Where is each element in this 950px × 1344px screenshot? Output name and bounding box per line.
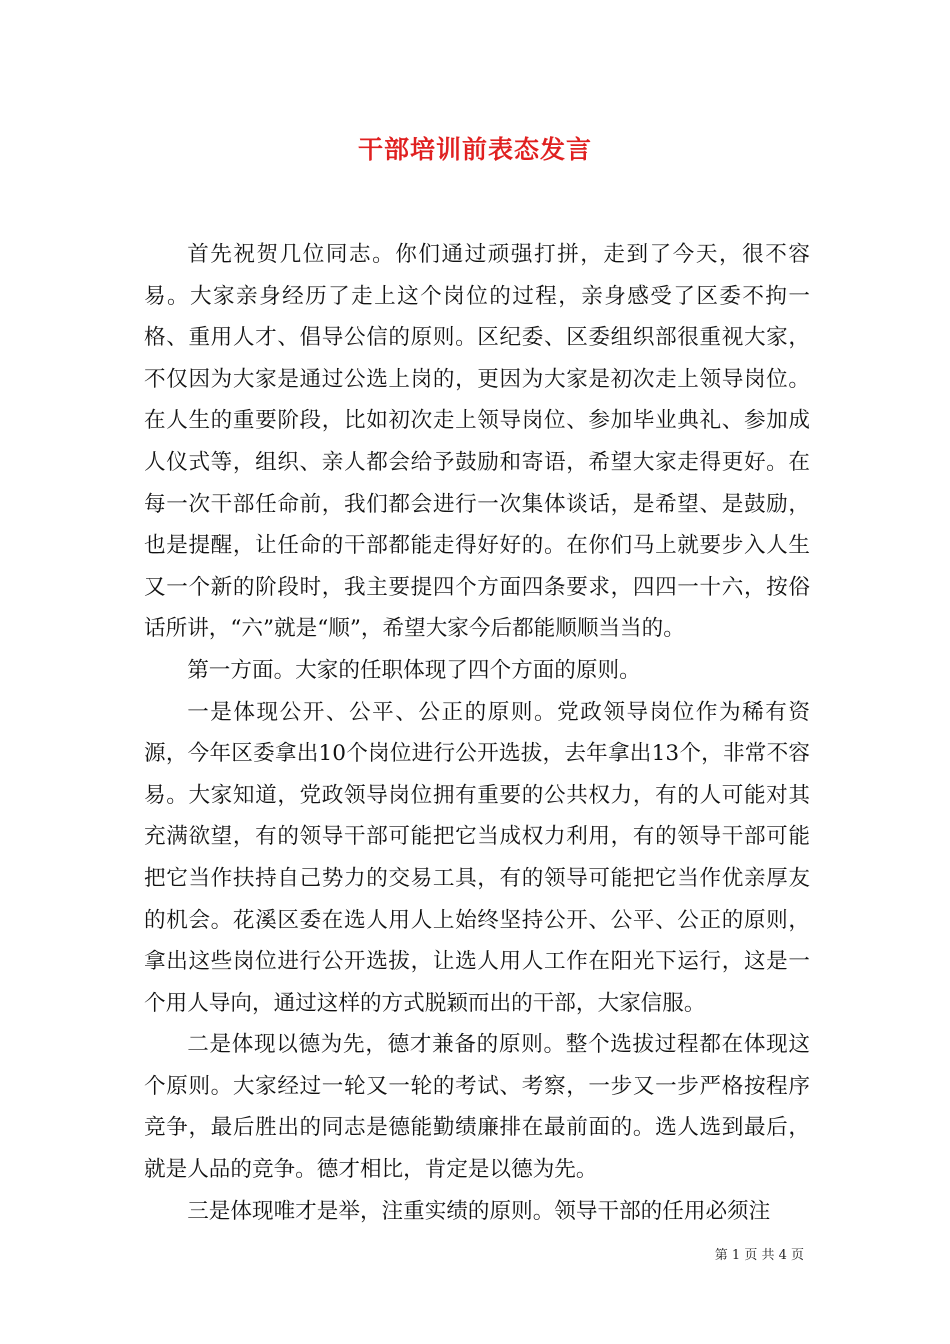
document-title: 干部培训前表态发言	[357, 135, 592, 164]
paragraph-principle-one: 一是体现公开、公平、公正的原则。党政领导岗位作为稀有资源，今年区委拿出10个岗位进行公开选拔，去年拿出13个，非常不容易。大家知道，党政领导岗位拥有重要的公共权力，有的人可能对其充满欲望，有的领导干部可能把它当成权力利用，有的领导干部可能把它当作扶持自己势力的交易工具，有的领导可能把它当作优亲厚友的机会。花溪区委在选人用人上始终坚持公开、公平、公正的原则，拿出这些岗位进行公开选拔，让选人用人工作在阳光下运行，这是一个用人导向，通过这样的方式脱颖而出的干部，大家信服。	[144, 699, 810, 1016]
document-body	[144, 234, 810, 1232]
paragraph-section-one-heading: 第一方面。大家的任职体现了四个方面的原则。	[187, 657, 641, 683]
paragraph-intro: 首先祝贺几位同志。你们通过顽强打拼，走到了今天，很不容易。大家亲身经历了走上这个岗位的过程，亲身感受了区委不拘一格、重用人才、倡导公信的原则。区纪委、区委组织部很重视大家，不仅因为大家是通过公选上岗的，更因为大家是初次走上领导岗位。在人生的重要阶段，比如初次走上领导岗位、参加毕业典礼、参加成人仪式等，组织、亲人都会给予鼓励和寄语，希望大家走得更好。在每一次干部任命前，我们都会进行一次集体谈话，是希望、是鼓励，也是提醒，让任命的干部都能走得好好的。在你们马上就要步入人生又一个新的阶段时，我主要提四个方面四条要求，四四一十六，按俗话所讲，“六”就是“顺”，希望大家今后都能顺顺当当的。	[144, 242, 810, 642]
page-number-footer: 第 1 页 共 4 页	[714, 1248, 804, 1263]
paragraph-principle-two: 二是体现以德为先，德才兼备的原则。整个选拔过程都在体现这个原则。大家经过一轮又一轮的考试、考察，一步又一步严格按程序竞争，最后胜出的同志是德能勤绩廉排在最前面的。选人选到最后，就是人品的竞争。德才相比，肯定是以德为先。	[144, 1032, 810, 1183]
paragraph-principle-three: 三是体现唯才是举，注重实绩的原则。领导干部的任用必须注	[187, 1198, 771, 1224]
